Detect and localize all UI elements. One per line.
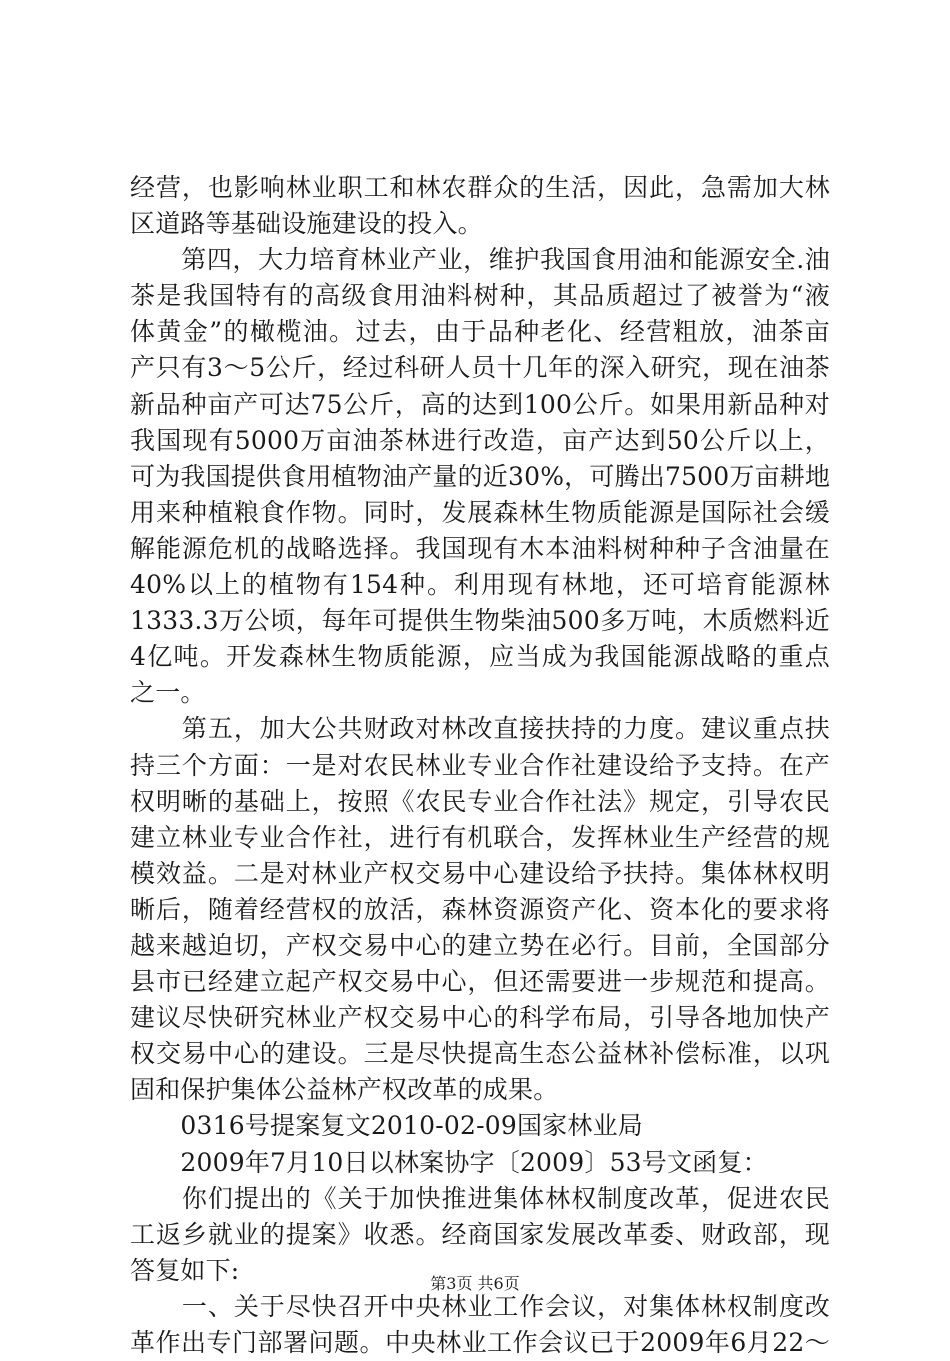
- text-line: 权明晰的基础上，按照《农民专业合作社法》规定，引导农民: [130, 786, 830, 816]
- text-line: 越来越迫切，产权交易中心的建立势在必行。目前，全国部分: [130, 930, 830, 960]
- text-line: 县市已经建立起产权交易中心，但还需要进一步规范和提高。: [130, 967, 830, 997]
- text-line: 答复如下:: [130, 1255, 240, 1285]
- text-line: 一、关于尽快召开中央林业工作会议，对集体林权制度改: [130, 1291, 830, 1321]
- text-line: 40%以上的植物有154种。利用现有林地，还可培育能源林: [130, 570, 830, 600]
- text-line: 权交易中心的建设。三是尽快提高生态公益林补偿标准，以巩: [130, 1039, 830, 1069]
- text-line: 晰后，随着经营权的放活，森林资源资产化、资本化的要求将: [130, 894, 830, 924]
- text-line: 0316号提案复文2010-02-09国家林业局: [130, 1111, 643, 1141]
- text-line: 第四，大力培育林业产业，维护我国食用油和能源安全.油: [130, 245, 830, 275]
- text-line: 经营，也影响林业职工和林农群众的生活，因此，急需加大林: [130, 173, 830, 202]
- document-body: [130, 170, 830, 1361]
- text-line: 我国现有5000万亩油茶林进行改造，亩产达到50公斤以上，: [130, 425, 830, 455]
- text-line: 模效益。二是对林业产权交易中心建设给予扶持。集体林权明: [130, 858, 830, 888]
- text-line: 新品种亩产可达75公斤，高的达到100公斤。如果用新品种对: [130, 389, 830, 419]
- text-line: 体黄金”的橄榄油。过去，由于品种老化、经营粗放，油茶亩: [130, 317, 830, 347]
- text-line: 你们提出的《关于加快推进集体林权制度改革，促进农民: [130, 1183, 830, 1213]
- text-line: 1333.3万公顷，每年可提供生物柴油500多万吨，木质燃料近: [130, 606, 830, 636]
- text-line: 革作出专门部署问题。中央林业工作会议已于2009年6月22～: [130, 1328, 830, 1357]
- page-footer: 第3页 共6页: [430, 1274, 520, 1293]
- text-line: 产只有3～5公斤，经过科研人员十几年的深入研究，现在油茶: [130, 353, 830, 383]
- text-line: 之一。: [130, 678, 206, 708]
- text-line: 2009年7月10日以林案协字〔2009〕53号文函复：: [130, 1147, 768, 1177]
- text-line: 用来种植粮食作物。同时，发展森林生物质能源是国际社会缓: [130, 497, 830, 527]
- text-line: 持三个方面：一是对农民林业专业合作社建设给予支持。在产: [130, 750, 830, 780]
- text-line: 建议尽快研究林业产权交易中心的科学布局，引导各地加快产: [130, 1003, 830, 1033]
- text-line: 区道路等基础设施建设的投入。: [130, 209, 483, 239]
- text-line: 建立林业专业合作社，进行有机联合，发挥林业生产经营的规: [130, 822, 830, 852]
- text-line: 可为我国提供食用植物油产量的近30%，可腾出7500万亩耕地: [130, 461, 831, 491]
- text-line: 4亿吨。开发森林生物质能源，应当成为我国能源战略的重点: [130, 642, 830, 672]
- text-line: 固和保护集体公益林产权改革的成果。: [130, 1075, 559, 1105]
- text-line: 茶是我国特有的高级食用油料树种，其品质超过了被誉为“液: [130, 281, 830, 311]
- text-line: 解能源危机的战略选择。我国现有木本油料树种种子含油量在: [130, 533, 830, 563]
- text-line: 第五，加大公共财政对林改直接扶持的力度。建议重点扶: [130, 714, 830, 744]
- text-line: 工返乡就业的提案》收悉。经商国家发展改革委、财政部，现: [130, 1219, 830, 1249]
